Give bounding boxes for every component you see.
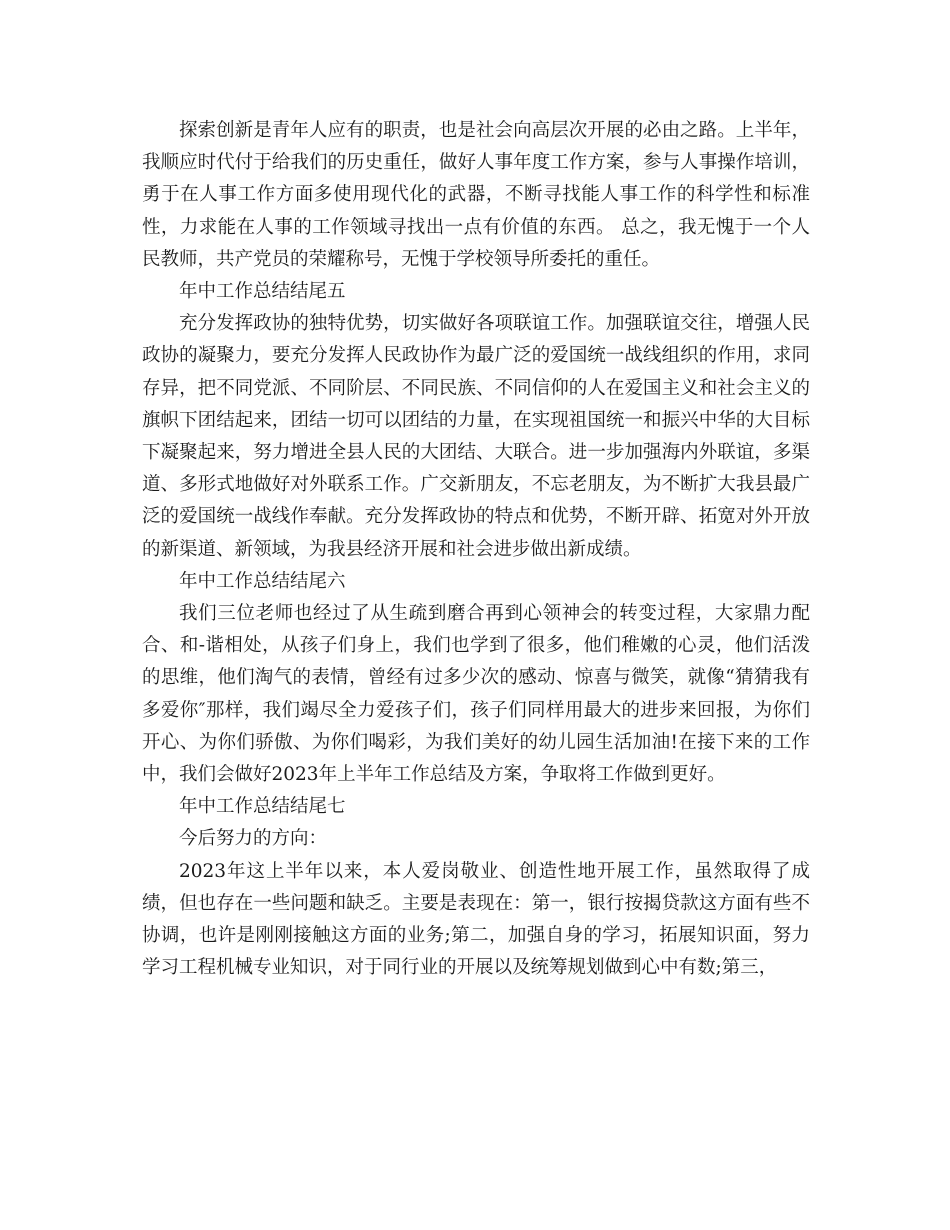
section-heading-six: 年中工作总结结尾六 xyxy=(179,570,346,592)
paragraph-cppcc: 充分发挥政协的独特优势，切实做好各项联谊工作。加强联谊交往，增强人民政协的凝聚力，要充分发挥人民政协作为最广泛的爱国统一战线组织的作用，求同存异，把不同党派、不同阶层、不同民族、不同信仰的人在爱国主义和社会主义的旗帜下团结起来，团结一切可以团结的力量，在实现祖国统一和振兴中华的大目标下凝聚起来，努力增进全县人民的大团结、大联合。进一步加强海内外联谊，多渠道、多形式地做好对外联系工作。广交新朋友，不忘老朋友，为不断扩大我县最广泛的爱国统一战线作奉献。充分发挥政协的特点和优势，不断开辟、拓宽对外开放的新渠道、新领域，为我县经济开展和社会进步做出新成绩。 xyxy=(142,313,810,560)
section-heading-five: 年中工作总结结尾五 xyxy=(179,281,346,303)
section-heading-seven: 年中工作总结结尾七 xyxy=(179,796,346,818)
paragraph-innovation: 探索创新是青年人应有的职责，也是社会向高层次开展的必由之路。上半年，我顺应时代付于给我们的历史重任，做好人事年度工作方案，参与人事操作培训，勇于在人事工作方面多使用现代化的武器，不断寻找能人事工作的科学性和标准性，力求能在人事的工作领域寻找出一点有价值的东西。 总之，我无愧于一个人民教师，共产党员的荣耀称号，无愧于学校领导所委托的重任。 xyxy=(142,120,810,270)
subheading-future-direction: 今后努力的方向： xyxy=(179,828,328,850)
document-body xyxy=(142,115,810,984)
paragraph-2023-review: 2023年这上半年以来，本人爱岗敬业、创造性地开展工作，虽然取得了成绩，但也存在一些问题和缺乏。主要是表现在：第一，银行按揭贷款这方面有些不协调，也许是刚刚接触这方面的业务;第二，加强自身的学习，拓展知识面，努力学习工程机械专业知识，对于同行业的开展以及统筹规划做到心中有数;第三， xyxy=(142,860,810,979)
paragraph-teachers: 我们三位老师也经过了从生疏到磨合再到心领神会的转变过程，大家鼎力配合、和-谐相处，从孩子们身上，我们也学到了很多，他们稚嫩的心灵，他们活泼的思维，他们淘气的表情，曾经有过多少次的感动、惊喜与微笑，就像“猜猜我有多爱你″那样，我们竭尽全力爱孩子们，孩子们同样用最大的进步来回报，为你们开心、为你们骄傲、为你们喝彩，为我们美好的幼儿园生活加油!在接下来的工作中，我们会做好2023年上半年工作总结及方案，争取将工作做到更好。 xyxy=(142,603,810,786)
